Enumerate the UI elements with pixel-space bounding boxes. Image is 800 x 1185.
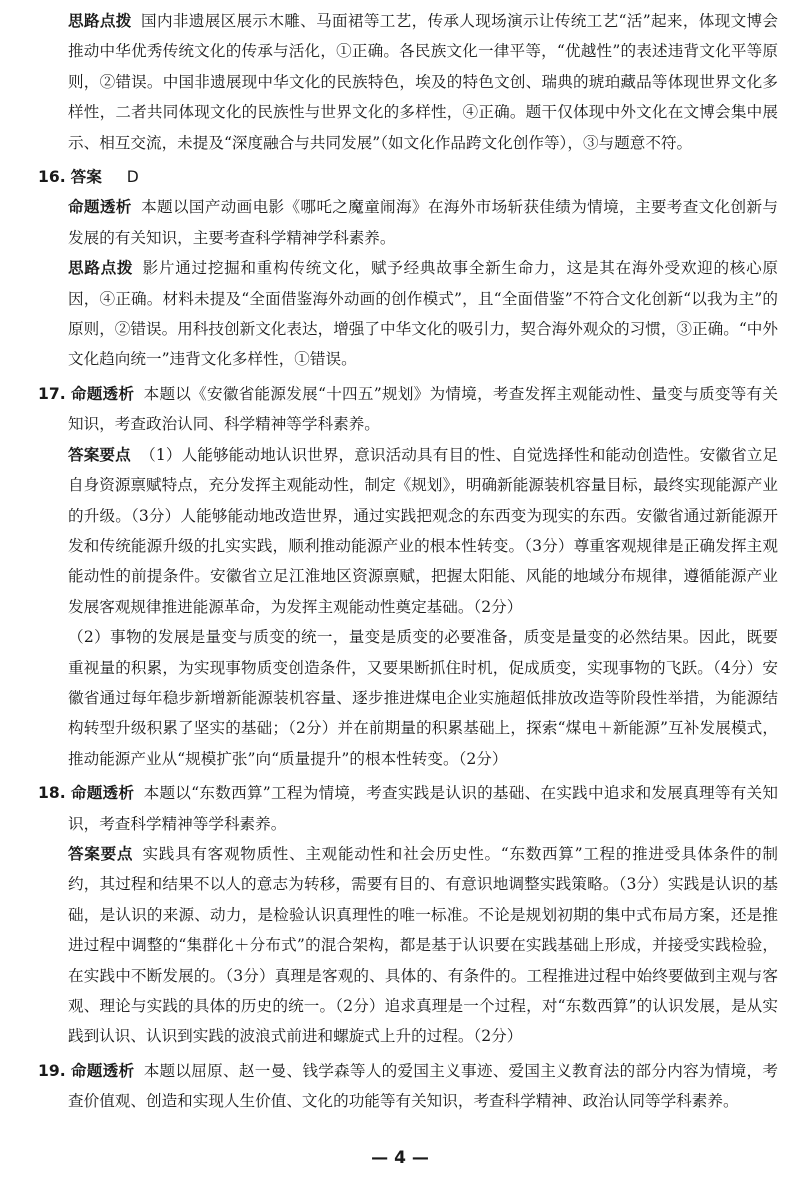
q19-intent-paragraph: [38, 1056, 778, 1117]
paragraph-text: 实践具有客观物质性、主观能动性和社会历史性。“东数西算”工程的推进受具体条件的制约，其过程和结果不以人的意志为转移，需要有目的、有意识地调整实践策略。（3分）实践是认识的基础，是认识的来源、动力，是检验认识真理性的唯一标准。不论是规划初期的集中式布局方案，还是推进过程中调整的“集群化＋分布式”的混合架构，都是基于认识要在实践基础上形成，并接受实践检验，在实践中不断发展的。（3分）真理是客观的、具体的、有条件的。工程推进过程中始终要做到主观与客观、理论与实践的具体的历史的统一。（2分）追求真理是一个过程，对“东数西算”的认识发展，是从实践到认识、认识到实践的波浪式前进和螺旋式上升的过程。（2分）: [68, 844, 778, 1046]
q17-key-paragraph-2: [38, 622, 778, 774]
question-number: 16.: [38, 168, 66, 187]
paragraph-text: 影片通过挖掘和重构传统文化，赋予经典故事全新生命力，这是其在海外受欢迎的核心原因，④正确。材料未提及“全面借鉴海外动画的创作模式”，且“全面借鉴”不符合文化创新“以我为主”的原则，②错误。用科技创新文化表达，增强了中华文化的吸引力，契合海外观众的习惯，③正确。“中外文化趋向统一”违背文化多样性，①错误。: [68, 259, 778, 369]
section-label: 命题透析: [70, 384, 135, 403]
paragraph-text: 本题以《安徽省能源发展“十四五”规划》为情境，考查发挥主观能动性、量变与质变等有关知识，考查政治认同、科学精神等学科素养。: [68, 384, 778, 434]
section-label: 命题透析: [70, 1061, 135, 1080]
prev-hint-paragraph: [38, 6, 778, 158]
q17-intent-paragraph: [38, 379, 778, 440]
paragraph-text: （2）事物的发展是量变与质变的统一，量变是质变的必要准备，质变是量变的必然结果。因此，既要重视量的积累，为实现事物质变创造条件，又要果断抓住时机，促成质变，实现事物的飞跃。（4分）安徽省通过每年稳步新增新能源装机容量、逐步推进煤电企业实施超低排放改造等阶段性举措，为能源结构转型升级积累了坚实的基础；（2分）并在前期量的积累基础上，探索“煤电＋新能源”互补发展模式，推动能源产业从“规模扩张”向“质量提升”的根本性转变。（2分）: [68, 628, 778, 768]
question-number: 17.: [38, 384, 66, 403]
q16-hint-paragraph: [38, 253, 778, 375]
section-label: 命题透析: [68, 198, 132, 217]
q18-intent-paragraph: [38, 778, 778, 839]
section-label: 命题透析: [70, 784, 135, 803]
section-label: 答案要点: [68, 445, 131, 464]
paragraph-text: 国内非遗展区展示木雕、马面裙等工艺，传承人现场演示让传统工艺“活”起来，体现文博会推动中华优秀传统文化的传承与活化，①正确。各民族文化一律平等，“优越性”的表述违背文化平等原则，②错误。中国非遗展现中华文化的民族特色，埃及的特色文创、瑞典的琥珀藏品等体现世界文化多样性，二者共同体现文化的民族性与世界文化的多样性，④正确。题干仅体现中外文化在文博会集中展示、相互交流，未提及“深度融合与共同发展”（如文化作品跨文化创作等），③与题意不符。: [68, 12, 778, 152]
q17-key-paragraph-1: [38, 440, 778, 622]
q18-key-paragraph: [38, 839, 778, 1052]
q16-answer-line: [38, 162, 778, 192]
answer-value: D: [126, 168, 139, 187]
question-number: 18.: [38, 784, 66, 803]
section-label: 思路点拨: [68, 12, 132, 30]
q16-intent-paragraph: [38, 192, 778, 253]
section-label: 思路点拨: [68, 259, 134, 278]
paragraph-text: 本题以国产动画电影《哪吒之魔童闹海》在海外市场斩获佳绩为情境，主要考查文化创新与发展的有关知识，主要考查科学精神学科素养。: [68, 198, 778, 247]
page-number: — 4 —: [371, 1148, 429, 1168]
paragraph-text: 本题以屈原、赵一曼、钱学森等人的爱国主义事迹、爱国主义教育法的部分内容为情境，考查价值观、创造和实现人生价值、文化的功能等有关知识，考查科学精神、政治认同等学科素养。: [68, 1061, 778, 1111]
answer-label: 答案: [70, 168, 102, 187]
paragraph-text: 本题以“东数西算”工程为情境，考查实践是认识的基础、在实践中追求和发展真理等有关知识，考查科学精神等学科素养。: [68, 784, 778, 833]
question-number: 19.: [38, 1061, 66, 1080]
answer-page: [38, 6, 778, 1117]
section-label: 答案要点: [68, 844, 134, 863]
paragraph-text: （1）人能够能动地认识世界，意识活动具有目的性、自觉选择性和能动创造性。安徽省立足自身资源禀赋特点，充分发挥主观能动性，制定《规划》，明确新能源装机容量目标，最终实现能源产业的升级。（3分）人能够能动地改造世界，通过实践把观念的东西变为现实的东西。安徽省通过新能源开发和传统能源升级的扎实实践，顺利推动能源产业的根本性转变。（3分）尊重客观规律是正确发挥主观能动性的前提条件。安徽省立足江淮地区资源禀赋，把握太阳能、风能的地域分布规律，遵循能源产业发展客观规律推进能源革命，为发挥主观能动性奠定基础。（2分）: [68, 445, 778, 616]
